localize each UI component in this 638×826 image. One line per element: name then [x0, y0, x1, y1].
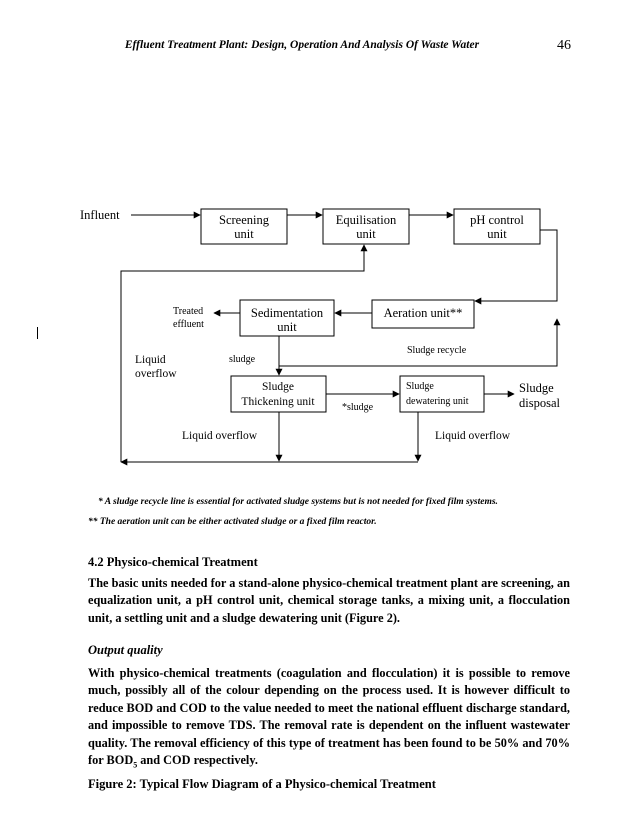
paragraph-output-quality: [88, 665, 570, 774]
liquid-overflow-left-label-1: Liquid: [135, 354, 166, 366]
treated-effluent-label-2: effluent: [173, 319, 204, 330]
influent-label: Influent: [80, 208, 120, 222]
footnote-sludge-recycle: * A sludge recycle line is essential for activated sludge systems but is not needed for fixed film systems.: [98, 497, 498, 507]
output-quality-heading: Output quality: [88, 643, 163, 657]
dewatering-label-1: Sludge: [406, 381, 434, 392]
paragraph-text-start: With physico-chemical treatments (coagulation and flocculation) it is possible to remove much, possibly all of the colour depending on the process used. It is however difficult to reduce BOD and COD to the value needed to meet the national effluent discharge standard, and impossible to remove TDS. The removal rate is dependent on the influent wastewater quality. The removal efficiency of this type of treatment has been found to be 50% and 70% for BOD: [88, 666, 570, 768]
sludge-star-label: *sludge: [342, 402, 374, 413]
equalisation-label-2: unit: [356, 227, 376, 241]
liquid-overflow-right-label: Liquid overflow: [435, 430, 511, 442]
thickening-label-2: Thickening unit: [241, 396, 315, 408]
figure-caption: Figure 2: Typical Flow Diagram of a Physico-chemical Treatment: [88, 777, 436, 791]
sludge-disposal-label-2: disposal: [519, 396, 560, 410]
subscript-five: 5: [133, 760, 138, 770]
aeration-label: Aeration unit**: [383, 306, 463, 320]
sludge-disposal-label-1: Sludge: [519, 381, 554, 395]
liquid-overflow-left-label-2: overflow: [135, 368, 177, 380]
dewatering-label-2: dewatering unit: [406, 396, 469, 407]
footnote-aeration-unit: ** The aeration unit can be either activated sludge or a fixed film reactor.: [88, 517, 377, 527]
sludge-label: sludge: [229, 354, 256, 365]
sedimentation-label-1: Sedimentation: [250, 306, 324, 320]
screening-label-2: unit: [234, 227, 254, 241]
section-heading: 4.2 Physico-chemical Treatment: [88, 555, 258, 569]
paragraph-basic-units: The basic units needed for a stand-alone physico-chemical treatment plant are screening, an equalization unit, a pH control unit, chemical storage tanks, a mixing unit, a flocculation unit, a settling unit and a sludge dewatering unit (Figure 2).: [88, 576, 570, 625]
treated-effluent-label-1: Treated: [173, 306, 204, 317]
sedimentation-label-2: unit: [277, 320, 297, 334]
liquid-overflow-mid-label: Liquid overflow: [182, 430, 258, 442]
ph-control-label-1: pH control: [470, 213, 524, 227]
running-title: Effluent Treatment Plant: Design, Operation And Analysis Of Waste Water: [124, 39, 480, 51]
process-flow-diagram: [0, 190, 638, 480]
screening-label-1: Screening: [219, 213, 269, 227]
page-number: 46: [557, 38, 571, 53]
sludge-recycle-label: Sludge recycle: [407, 345, 467, 356]
paragraph-text-end: and COD respectively.: [137, 753, 258, 768]
equalisation-label-1: Equilisation: [335, 213, 397, 227]
thickening-label-1: Sludge: [262, 381, 294, 393]
ph-control-label-2: unit: [487, 227, 507, 241]
